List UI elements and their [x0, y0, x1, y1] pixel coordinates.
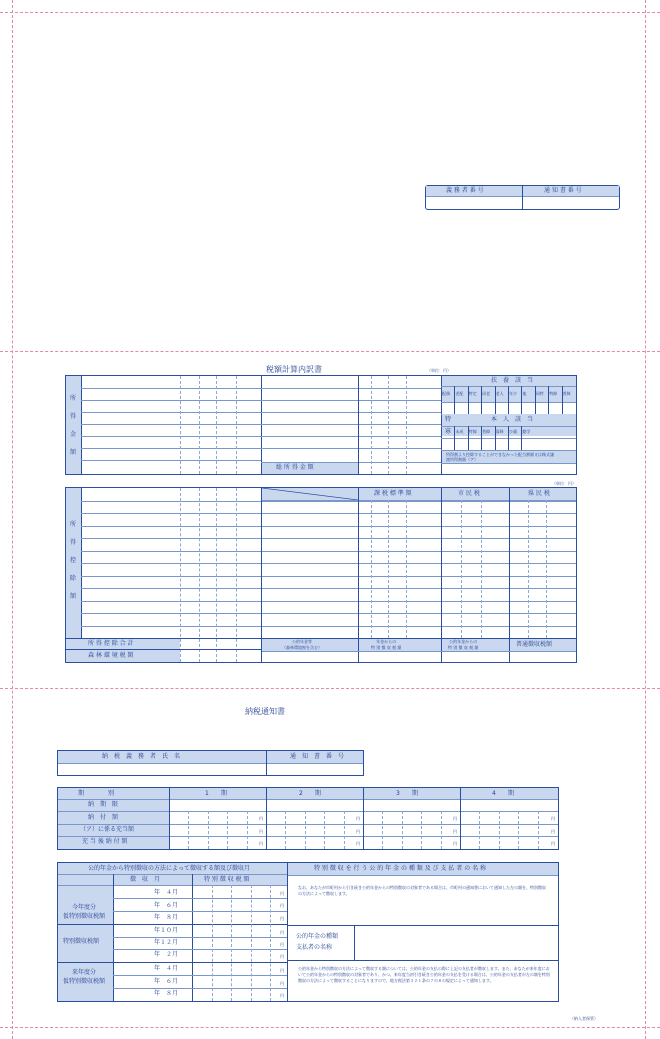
income-table [65, 375, 577, 475]
pay-dash-line [441, 811, 442, 849]
yen-mark: 円 [551, 816, 555, 821]
yen-mark: 円 [280, 968, 284, 973]
honnin-header: 本 人 該 当 [491, 416, 534, 423]
yen-mark: 円 [551, 828, 555, 834]
honnin-col-label: 寡婦 [495, 429, 504, 434]
notice-number-label: 通 知 書 番 号 [290, 753, 345, 760]
payment-table [57, 787, 559, 850]
unit-label-2: （単位：円） [552, 481, 576, 486]
right-cut-line [645, 0, 646, 1039]
g1-month-3: 年 ８月 [154, 914, 179, 921]
pension-table [57, 862, 288, 1002]
row-after: 充 当 後 納 付 額 [82, 838, 128, 845]
fuyo-col-label: 老配 [455, 391, 464, 396]
nenkin-tokucho-label-2: 公的年金からの 特 別 徴 収 税 額 [448, 639, 479, 650]
ha-note: 所得割より控除することができなかった配当割額又は株式譲渡所得割額（ア） [446, 452, 554, 462]
fold-line-1 [0, 351, 660, 352]
group2-label: 特別徴収税額 [63, 938, 100, 945]
yen-mark: 円 [280, 981, 284, 986]
fuyo-col-label: 普障 [562, 391, 571, 396]
fuyo-col-label: 配偶 [442, 391, 450, 396]
deduction-row-line [81, 576, 576, 577]
fuyo-col-label: 年少 [509, 391, 517, 396]
shu-label: 寡 [445, 428, 452, 435]
fuyo-col-label: 老人 [495, 391, 504, 396]
nenkin-tokucho-label: 年金からの 特 別 徴 収 税 額 [371, 639, 402, 650]
pay-dash-line [518, 811, 519, 849]
fold-line-2 [0, 688, 660, 689]
gimusha-bango-label: 義 務 者 番 号 [446, 187, 484, 194]
shimin-header: 市 民 税 [458, 490, 480, 497]
pension-type-label: 公的年金の種類 支払者の名称 [296, 933, 339, 951]
g2-month-2: 年１２月 [154, 939, 179, 946]
honnin-col-label: 未成 [455, 429, 464, 434]
income-vertical-label: 所 得 金 額 [69, 395, 76, 456]
pay-dash-line [479, 811, 480, 849]
group3-label: 来年度分 仮特別徴収税額 [63, 969, 106, 985]
pay-dash-line [382, 811, 383, 849]
pay-dash-line [538, 811, 539, 849]
note-1: なお、あなたが市町村から引き続き公的年金からの特別徴収の対象者である場合は、市町村の通知書において通知した左の額を、特別徴収の方法によって徴収します。 [298, 885, 546, 896]
period-1: 1 期 [205, 790, 227, 797]
futsu-chosyu-label: 普通徴収税額 [516, 641, 553, 648]
row-noufu: 納 付 額 [88, 814, 119, 821]
top-number-box [425, 185, 620, 210]
deduction-row-line [81, 526, 576, 527]
yen-mark: 円 [280, 916, 284, 921]
pay-dash-line [344, 811, 345, 849]
g3-month-3: 年 ８月 [154, 990, 179, 997]
taxpayer-table [57, 750, 364, 776]
yen-mark: 円 [259, 828, 263, 834]
yen-mark: 円 [356, 828, 360, 834]
notice-title: 納税通知書 [245, 707, 285, 716]
row-juto: （ア）に係る充当額 [80, 826, 135, 833]
yen-mark: 円 [280, 993, 284, 998]
pay-dash-line [188, 811, 189, 849]
yen-mark: 円 [453, 828, 457, 834]
period-label: 期 別 [78, 790, 115, 797]
pay-dash-line [285, 811, 286, 849]
group1-label: 今年度分 仮特別徴収税額 [63, 904, 106, 920]
g1-month-1: 年 ４月 [154, 889, 179, 896]
yen-mark: 円 [356, 816, 360, 821]
col-amount-label: 特 別 徴 収 税 額 [204, 876, 250, 883]
yen-mark: 円 [259, 816, 263, 821]
diagonal-cell [262, 488, 358, 500]
yen-mark: 円 [280, 903, 284, 908]
period-3: 3 期 [396, 790, 418, 797]
kobutsu-label: 公的年金等 （森林環境税を含む） [282, 639, 322, 650]
deduction-row-line [81, 513, 576, 514]
period-4: 4 期 [492, 790, 514, 797]
unit-label: （単位：円） [427, 368, 451, 373]
forest-tax-label: 森 林 環 境 税 額 [88, 652, 134, 659]
honnin-col-label: ひ親 [509, 429, 517, 434]
breakdown-title: 税額計算内訳書 [266, 365, 322, 374]
g3-month-1: 年 ４月 [154, 965, 179, 972]
fuyo-col-label: 他 [522, 391, 527, 396]
fuyo-col-label: 特定 [468, 391, 477, 396]
pay-dash-line [324, 811, 325, 849]
fuyo-col-label: 同老 [482, 391, 491, 396]
deduction-row-line [81, 538, 576, 539]
deduction-total-label: 所 得 控 除 合 計 [88, 640, 134, 647]
pay-dash-line [227, 811, 228, 849]
deduction-row-line [81, 613, 576, 614]
top-cut-line [0, 12, 660, 13]
col-month-label: 徴 収 月 [130, 876, 161, 883]
pension-header: 公的年金から特別徴収の方法によって徴収する額及び徴収月 [88, 865, 251, 872]
honnin-col-label: 勤学 [522, 429, 531, 434]
deduction-row-line [81, 601, 576, 602]
pay-dash-line [421, 811, 422, 849]
yen-mark: 円 [356, 841, 360, 846]
yen-mark: 円 [280, 930, 284, 935]
yen-mark: 円 [453, 816, 457, 821]
g2-month-1: 年１０月 [154, 927, 179, 934]
yen-mark: 円 [280, 954, 284, 959]
yen-mark: 円 [453, 841, 457, 846]
yen-mark: 円 [259, 841, 263, 846]
honnin-col-label: 普障 [482, 429, 491, 434]
deduction-row-line [81, 563, 576, 564]
pay-dash-line [499, 811, 500, 849]
toku-label: 特 [445, 416, 452, 423]
kenmin-header: 県 民 税 [528, 490, 550, 497]
pay-dash-line [402, 811, 403, 849]
taxpayer-name-label: 納 税 義 務 者 氏 名 [102, 753, 181, 760]
deduction-row-line [81, 588, 576, 589]
footer-label: （納入者保管） [570, 1016, 598, 1021]
row-nouki: 納 期 限 [88, 801, 119, 808]
pay-dash-line [305, 811, 306, 849]
deduction-row-line [81, 551, 576, 552]
period-2: 2 期 [299, 790, 321, 797]
kazei-header: 課 税 標 準 額 [374, 490, 412, 497]
yen-mark: 円 [551, 841, 555, 846]
total-income-label: 総 所 得 金 額 [276, 464, 314, 471]
fuyo-col-label: 特障 [549, 391, 558, 396]
honnin-col-label: 特障 [468, 429, 477, 434]
tsuchisho-bango-label: 通 知 書 番 号 [544, 187, 582, 194]
deduction-vertical-label: 所 得 控 除 額 [69, 521, 76, 600]
yen-mark: 円 [280, 891, 284, 896]
g2-month-3: 年 ２月 [154, 951, 179, 958]
pay-dash-line [208, 811, 209, 849]
deduction-row-line [81, 626, 576, 627]
g3-month-2: 年 ６月 [154, 978, 179, 985]
note-2: 公的年金から特別徴収の方法によって徴収する額については、公的年金の支払の際に上記の支払者が徴収します。また、あなたが来年度において公的年金からの特別徴収の対象者であり、かつ、来年度当初引き続き公的年金の支払を受ける場合は、公的年金の支払者が左の額を特別徴収の方法によって徴収することになりますので、地方税法第３２１条の７の８の規定によって通知します。 [298, 966, 550, 983]
deduction-table [65, 487, 577, 663]
fuyo-header: 扶 養 該 当 [491, 377, 534, 384]
g1-month-2: 年 ６月 [154, 902, 179, 909]
payer-table [288, 862, 559, 1002]
payer-header: 特 別 徴 収 を 行 う 公 的 年 金 の 種 類 及 び 支 払 者 の 名 称 [314, 865, 487, 872]
left-cut-line [12, 0, 13, 1039]
fuyo-col-label: 同特 [535, 391, 544, 396]
bottom-cut-line [0, 1027, 660, 1028]
yen-mark: 円 [280, 942, 284, 947]
pay-dash-line [247, 811, 248, 849]
